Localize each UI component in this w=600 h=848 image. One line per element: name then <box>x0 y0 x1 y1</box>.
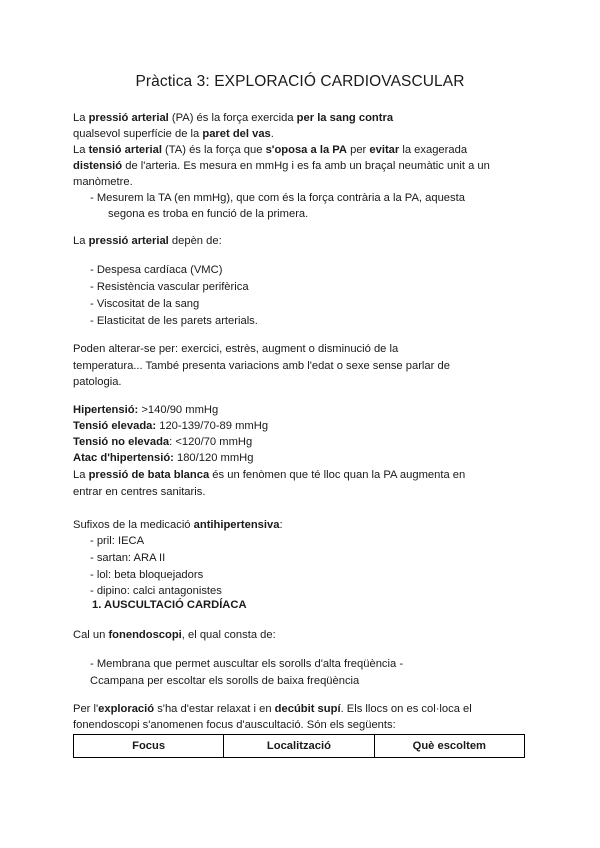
bold-term: Tensió no elevada <box>73 436 170 448</box>
bata-blanca-line-1 <box>73 467 543 484</box>
intro-line-2 <box>73 126 543 143</box>
text: qualsevol superfície de la <box>73 128 203 140</box>
text: Per l' <box>73 703 99 715</box>
list-item: - Membrana que permet auscultar els sorolls d'alta freqüència - <box>90 658 404 670</box>
text: la exagerada <box>399 144 468 156</box>
bold-term: fonendoscopi <box>108 629 182 641</box>
alter-line-2: temperatura... També presenta variacions amb l'edat o sexe sense parlar de <box>73 360 450 372</box>
text: (TA) és la força que <box>161 144 266 156</box>
bold-term: Atac d'hipertensió: <box>73 452 174 464</box>
text: s'ha d'estar relaxat i en <box>154 703 275 715</box>
text: per <box>347 144 370 156</box>
value-tensio-elevada <box>73 418 543 435</box>
bold-term: distensió <box>73 160 123 172</box>
section-heading: 1. AUSCULTACIÓ CARDÍACA <box>92 599 247 611</box>
bold-term: Tensió elevada: <box>73 420 157 432</box>
exploracio-line-1 <box>73 701 543 718</box>
intro-line-1 <box>73 110 543 127</box>
value-hipertensio <box>73 402 543 419</box>
text: , el qual consta de: <box>181 629 276 641</box>
bold-term: decúbit supí <box>274 703 341 715</box>
text: 180/120 mmHg <box>173 452 254 464</box>
value-atac <box>73 450 543 467</box>
exploracio-line-2: fonendoscopi s'anomenen focus d'auscultació. Són els següents: <box>73 719 396 731</box>
text: La <box>73 112 89 124</box>
bullet-item: - Mesurem la TA (en mmHg), que com és la força contrària a la PA, aquesta <box>90 192 465 204</box>
text: depèn de: <box>168 235 222 247</box>
bold-term: exploració <box>98 703 155 715</box>
column-header: Localització <box>224 735 374 758</box>
text: 120-139/70-89 mmHg <box>156 420 269 432</box>
list-item: - Elasticitat de les parets arterials. <box>90 315 258 327</box>
list-item-continuation: Ccampana per escoltar els sorolls de baixa freqüència <box>90 675 360 687</box>
page-title: Pràctica 3: EXPLORACIÓ CARDIOVASCULAR <box>135 73 465 90</box>
text: : <120/70 mmHg <box>169 436 253 448</box>
column-header: Què escoltem <box>374 735 524 758</box>
bold-term: pressió arterial <box>88 112 169 124</box>
text: : <box>279 519 283 531</box>
focus-table <box>73 734 525 758</box>
alter-line-3: patologia. <box>73 376 122 388</box>
table-header-row <box>74 735 525 758</box>
bold-term: s'oposa a la PA <box>265 144 347 156</box>
suffixes-intro <box>73 517 543 534</box>
list-item: - dipino: calci antagonistes <box>90 585 222 597</box>
text: (PA) és la força exercida <box>168 112 297 124</box>
bold-term: tensió arterial <box>88 144 162 156</box>
bold-term: evitar <box>369 144 400 156</box>
depends-intro <box>73 233 543 250</box>
text: La <box>73 469 89 481</box>
text: de l'arteria. Es mesura en mmHg i es fa amb un braçal neumàtic unit a un <box>122 160 490 172</box>
text: >140/90 mmHg <box>138 404 219 416</box>
list-item: - sartan: ARA II <box>90 552 166 564</box>
intro-line-3 <box>73 142 543 159</box>
text: La <box>73 235 89 247</box>
text: és un fenòmen que té lloc quan la PA augmenta en <box>209 469 466 481</box>
bold-term: per la sang contra <box>296 112 394 124</box>
alter-line-1: Poden alterar-se per: exercici, estrès, augment o disminució de la <box>73 343 399 355</box>
list-item: - Despesa cardíaca (VMC) <box>90 264 223 276</box>
value-tensio-no-elevada <box>73 434 543 451</box>
text: Sufixos de la medicació <box>73 519 194 531</box>
text: . Els llocs on es col·loca el <box>340 703 472 715</box>
bold-term: pressió de bata blanca <box>88 469 210 481</box>
bold-term: antihipertensiva <box>193 519 280 531</box>
list-item: - pril: IECA <box>90 535 145 547</box>
fonendoscopi-intro <box>73 627 543 644</box>
intro-line-4 <box>73 158 543 175</box>
list-item: - Viscositat de la sang <box>90 298 200 310</box>
intro-line-5: manòmetre. <box>73 176 133 188</box>
bullet-continuation: segona es troba en funció de la primera. <box>108 208 309 220</box>
bold-term: pressió arterial <box>88 235 169 247</box>
list-item: - lol: beta bloquejadors <box>90 569 204 581</box>
text: La <box>73 144 89 156</box>
bata-blanca-line-2: entrar en centres sanitaris. <box>73 486 206 498</box>
column-header: Focus <box>74 735 224 758</box>
bold-term: paret del vas <box>202 128 271 140</box>
text: . <box>270 128 274 140</box>
list-item: - Resistència vascular perifèrica <box>90 281 249 293</box>
bold-term: Hipertensió: <box>73 404 139 416</box>
text: Cal un <box>73 629 109 641</box>
